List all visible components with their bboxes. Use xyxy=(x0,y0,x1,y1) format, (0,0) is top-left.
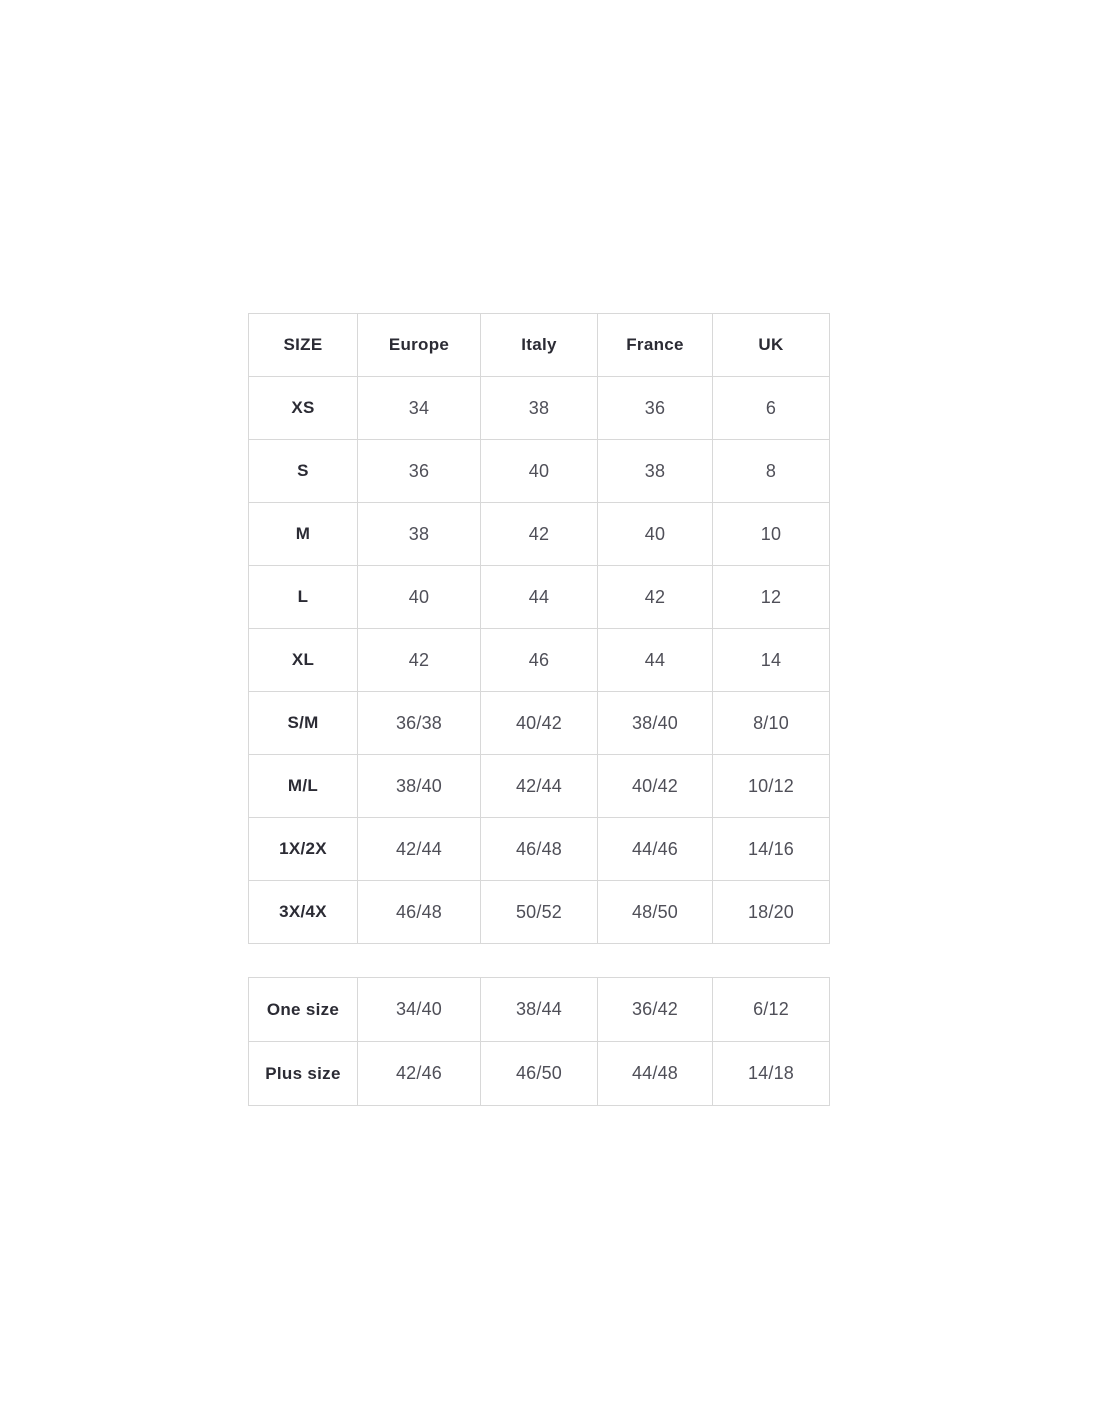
row-label: 1X/2X xyxy=(249,818,358,881)
table-row xyxy=(249,755,830,818)
column-header-uk: UK xyxy=(713,314,830,377)
size-value-cell: 14 xyxy=(713,629,830,692)
size-value-cell: 46/48 xyxy=(358,881,481,944)
row-label: L xyxy=(249,566,358,629)
size-value-cell: 42/44 xyxy=(358,818,481,881)
row-label: M xyxy=(249,503,358,566)
size-value-cell: 38/40 xyxy=(598,692,713,755)
table-row xyxy=(249,440,830,503)
size-conversion-table xyxy=(248,313,830,944)
size-value-cell: 42 xyxy=(358,629,481,692)
row-label: M/L xyxy=(249,755,358,818)
size-value-cell: 6/12 xyxy=(713,978,830,1042)
table-row xyxy=(249,818,830,881)
size-value-cell: 40/42 xyxy=(481,692,598,755)
size-value-cell: 6 xyxy=(713,377,830,440)
size-value-cell: 40 xyxy=(598,503,713,566)
size-value-cell: 38 xyxy=(598,440,713,503)
special-sizes-table xyxy=(248,977,830,1106)
table-row xyxy=(249,881,830,944)
column-header-italy: Italy xyxy=(481,314,598,377)
size-value-cell: 44/48 xyxy=(598,1042,713,1106)
size-value-cell: 38 xyxy=(358,503,481,566)
column-header-size: SIZE xyxy=(249,314,358,377)
size-value-cell: 34 xyxy=(358,377,481,440)
size-value-cell: 44/46 xyxy=(598,818,713,881)
size-value-cell: 46/50 xyxy=(481,1042,598,1106)
table-row xyxy=(249,1042,830,1106)
row-label: 3X/4X xyxy=(249,881,358,944)
size-value-cell: 38/44 xyxy=(481,978,598,1042)
size-value-cell: 14/16 xyxy=(713,818,830,881)
size-value-cell: 40 xyxy=(481,440,598,503)
size-value-cell: 46 xyxy=(481,629,598,692)
size-value-cell: 18/20 xyxy=(713,881,830,944)
size-value-cell: 36 xyxy=(598,377,713,440)
row-label: S/M xyxy=(249,692,358,755)
size-value-cell: 12 xyxy=(713,566,830,629)
size-value-cell: 10/12 xyxy=(713,755,830,818)
size-value-cell: 36/42 xyxy=(598,978,713,1042)
row-label: XS xyxy=(249,377,358,440)
size-value-cell: 42/44 xyxy=(481,755,598,818)
size-value-cell: 40 xyxy=(358,566,481,629)
size-value-cell: 42 xyxy=(481,503,598,566)
size-value-cell: 14/18 xyxy=(713,1042,830,1106)
size-value-cell: 44 xyxy=(598,629,713,692)
size-value-cell: 36 xyxy=(358,440,481,503)
size-value-cell: 44 xyxy=(481,566,598,629)
table-row xyxy=(249,377,830,440)
size-value-cell: 50/52 xyxy=(481,881,598,944)
size-table-header xyxy=(249,314,830,377)
size-value-cell: 36/38 xyxy=(358,692,481,755)
size-value-cell: 8/10 xyxy=(713,692,830,755)
row-label: XL xyxy=(249,629,358,692)
size-value-cell: 10 xyxy=(713,503,830,566)
row-label: One size xyxy=(249,978,358,1042)
header-row xyxy=(249,314,830,377)
size-value-cell: 38/40 xyxy=(358,755,481,818)
size-value-cell: 8 xyxy=(713,440,830,503)
size-value-cell: 48/50 xyxy=(598,881,713,944)
table-row xyxy=(249,692,830,755)
size-value-cell: 42 xyxy=(598,566,713,629)
size-value-cell: 46/48 xyxy=(481,818,598,881)
row-label: Plus size xyxy=(249,1042,358,1106)
row-label: S xyxy=(249,440,358,503)
table-row xyxy=(249,566,830,629)
table-row xyxy=(249,978,830,1042)
size-value-cell: 34/40 xyxy=(358,978,481,1042)
size-value-cell: 38 xyxy=(481,377,598,440)
size-value-cell: 40/42 xyxy=(598,755,713,818)
column-header-france: France xyxy=(598,314,713,377)
table-row xyxy=(249,629,830,692)
column-header-europe: Europe xyxy=(358,314,481,377)
size-value-cell: 42/46 xyxy=(358,1042,481,1106)
table-row xyxy=(249,503,830,566)
